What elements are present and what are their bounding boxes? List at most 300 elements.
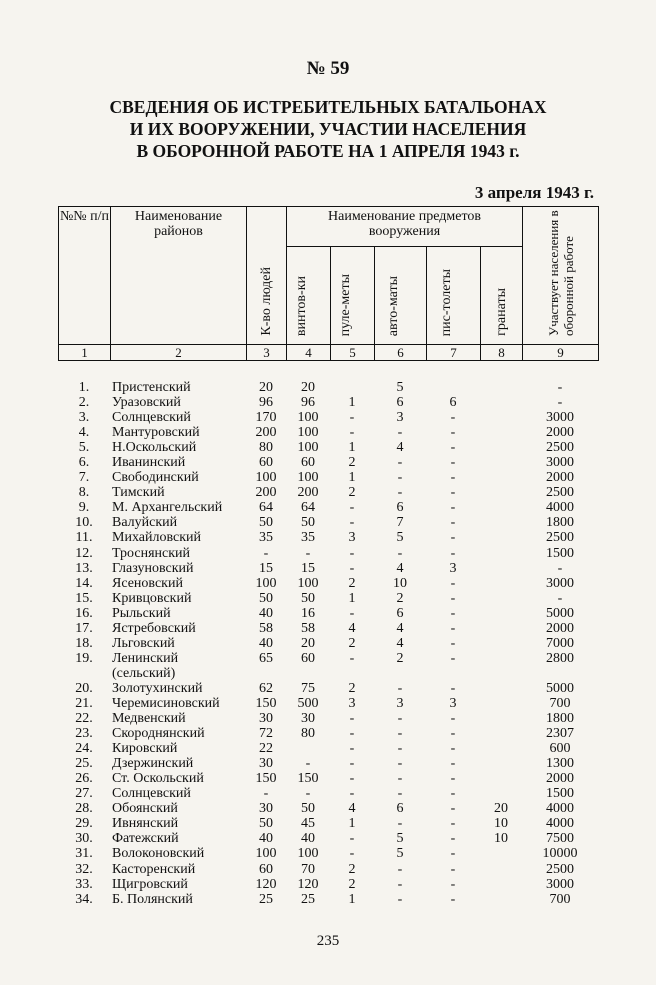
defense-participants: - [557, 560, 563, 576]
submachine-guns-count: - [397, 741, 403, 757]
people-count: 150 [255, 695, 277, 711]
row-number: 23. [75, 726, 93, 742]
machine-guns-count: 2 [348, 485, 356, 501]
header-mg [331, 247, 375, 345]
machine-guns-count: 4 [348, 801, 356, 817]
people-count: 80 [259, 440, 273, 456]
submachine-guns-count: 4 [396, 635, 404, 651]
machine-guns-count: 2 [348, 455, 356, 471]
defense-participants: 2000 [546, 470, 574, 486]
defense-participants: 600 [549, 741, 571, 757]
people-count: 25 [259, 891, 273, 907]
submachine-guns-count: 2 [396, 590, 404, 606]
header-weapons-group: Наименование предметов вооружения [287, 207, 523, 247]
district-name: Скороднянский [112, 726, 205, 742]
header-defense-label: Участвует населения в оборонной работе [545, 210, 576, 336]
machine-guns-count: - [349, 560, 355, 576]
district-name: (сельский) [112, 665, 176, 681]
pistols-count: - [450, 440, 456, 456]
pistols-count: - [450, 575, 456, 591]
pistols-count: - [450, 771, 456, 787]
rifles-count: 60 [301, 455, 315, 471]
defense-participants: 2500 [546, 440, 574, 456]
rifles-count: 35 [301, 530, 315, 546]
row-number: 14. [75, 575, 93, 591]
defense-participants: 1500 [546, 786, 574, 802]
row-number: 15. [75, 590, 93, 606]
header-grenades [481, 247, 523, 345]
pistols-count: - [450, 786, 456, 802]
machine-guns-count: 1 [348, 891, 356, 907]
defense-participants: 3000 [546, 575, 574, 591]
district-name: Свободинский [112, 470, 199, 486]
header-mg-label: пуле-меты [337, 273, 353, 336]
people-count: 170 [255, 410, 277, 426]
rifles-count: 500 [297, 695, 319, 711]
rifles-count: 50 [301, 515, 315, 531]
submachine-guns-count: - [397, 816, 403, 832]
machine-guns-count: - [349, 846, 355, 862]
rifles-count: 58 [301, 620, 315, 636]
rifles-count: 120 [297, 876, 319, 892]
table-row [58, 756, 598, 771]
defense-participants: 7000 [546, 635, 574, 651]
district-name: Глазуновский [112, 560, 194, 576]
table-row [58, 892, 598, 907]
defense-participants: 7500 [546, 831, 574, 847]
pistols-count: - [450, 726, 456, 742]
people-count: 60 [259, 455, 273, 471]
machine-guns-count: 2 [348, 575, 356, 591]
row-number: 24. [75, 741, 93, 757]
pistols-count: - [450, 500, 456, 516]
row-number: 10. [75, 515, 93, 531]
col-number: 9 [523, 345, 599, 361]
submachine-guns-count: - [397, 861, 403, 877]
col-number: 4 [287, 345, 331, 361]
machine-guns-count: 2 [348, 861, 356, 877]
district-name: Солнцевский [112, 410, 191, 426]
district-name: Волоконовский [112, 846, 205, 862]
page-number: 235 [316, 933, 340, 949]
row-number: 27. [75, 786, 93, 802]
machine-guns-count: 1 [348, 395, 356, 411]
people-count: 62 [259, 680, 273, 696]
table-row [58, 425, 598, 440]
pistols-count: - [450, 816, 456, 832]
table-row [58, 621, 598, 636]
people-count: 100 [255, 470, 277, 486]
row-number: 9. [78, 500, 90, 516]
table-row [58, 726, 598, 741]
defense-participants: 5000 [546, 680, 574, 696]
people-count: 72 [259, 726, 273, 742]
submachine-guns-count: 6 [396, 395, 404, 411]
district-name: Рыльский [112, 605, 171, 621]
row-number: 29. [75, 816, 93, 832]
table-row [58, 681, 598, 696]
people-count: 50 [259, 515, 273, 531]
submachine-guns-count: 3 [396, 695, 404, 711]
defense-participants: 4000 [546, 801, 574, 817]
submachine-guns-count: 4 [396, 560, 404, 576]
district-name: Троснянский [112, 545, 191, 561]
district-name: Кривцовский [112, 590, 192, 606]
district-name: Ясеновский [112, 575, 183, 591]
machine-guns-count: - [349, 650, 355, 666]
machine-guns-count: - [349, 500, 355, 516]
defense-participants: 3000 [546, 876, 574, 892]
pistols-count: - [450, 756, 456, 772]
row-number: 11. [75, 530, 93, 546]
row-number: 28. [75, 801, 93, 817]
table-row [58, 771, 598, 786]
table-row [58, 485, 598, 500]
table-row [58, 846, 598, 861]
district-name: Ивнянский [112, 816, 179, 832]
people-count: 30 [259, 756, 273, 772]
district-name: Ястребовский [112, 620, 196, 636]
defense-participants: 2000 [546, 425, 574, 441]
col-number: 8 [481, 345, 523, 361]
machine-guns-count: - [349, 515, 355, 531]
row-number: 19. [75, 650, 93, 666]
rifles-count: - [305, 756, 311, 772]
rifles-count: 200 [297, 485, 319, 501]
district-name: Ст. Оскольский [112, 771, 204, 787]
title-line: В ОБОРОННОЙ РАБОТЕ НА 1 АПРЕЛЯ 1943 г. [136, 141, 520, 161]
header-people-label: К-во людей [259, 267, 274, 336]
row-number: 32. [75, 861, 93, 877]
table-row [58, 816, 598, 831]
machine-guns-count: - [349, 726, 355, 742]
row-number: 12. [75, 545, 93, 561]
district-name: Касторенский [112, 861, 196, 877]
table-row [58, 546, 598, 561]
district-name: Пристенский [112, 380, 191, 395]
document-number: № 59 [306, 58, 350, 79]
machine-guns-count: 1 [348, 816, 356, 832]
pistols-count: - [450, 590, 456, 606]
table-row [58, 831, 598, 846]
submachine-guns-count: 6 [396, 605, 404, 621]
row-number: 13. [75, 560, 93, 576]
rifles-count: 50 [301, 590, 315, 606]
defense-participants: 1800 [546, 711, 574, 727]
district-name: Щигровский [112, 876, 188, 892]
people-count: 15 [259, 560, 273, 576]
row-number: 6. [78, 455, 90, 471]
title-line: И ИХ ВООРУЖЕНИИ, УЧАСТИИ НАСЕЛЕНИЯ [129, 119, 527, 139]
table-row [58, 696, 598, 711]
rifles-count: 40 [301, 831, 315, 847]
table-row [58, 651, 598, 666]
pistols-count: 6 [449, 395, 457, 411]
header-pistols-label: пис-толеты [438, 268, 454, 336]
table-row [58, 470, 598, 485]
row-number: 20. [75, 680, 93, 696]
district-name: Золотухинский [112, 680, 203, 696]
table-body [58, 380, 598, 907]
table-row [58, 606, 598, 621]
defense-participants: 2500 [546, 861, 574, 877]
header-grenades-label: гранаты [494, 288, 509, 336]
machine-guns-count: 1 [348, 470, 356, 486]
machine-guns-count: 1 [348, 440, 356, 456]
pistols-count: - [450, 650, 456, 666]
table-row [58, 500, 598, 515]
row-number: 21. [75, 695, 93, 711]
people-count: 60 [259, 861, 273, 877]
machine-guns-count: 2 [348, 876, 356, 892]
submachine-guns-count: 6 [396, 500, 404, 516]
row-number: 1. [78, 380, 90, 395]
document-date: 3 апреля 1943 г. [474, 183, 594, 202]
row-number: 2. [78, 395, 90, 411]
row-number: 3. [78, 410, 90, 426]
district-name: Н.Оскольский [112, 440, 197, 456]
row-number: 4. [78, 425, 90, 441]
people-count: 35 [259, 530, 273, 546]
rifles-count: 100 [297, 410, 319, 426]
rifles-count: 70 [301, 861, 315, 877]
submachine-guns-count: 3 [396, 410, 404, 426]
table-row [58, 711, 598, 726]
pistols-count: - [450, 861, 456, 877]
people-count: 120 [255, 876, 277, 892]
rifles-count: - [305, 545, 311, 561]
district-name: Мантуровский [112, 425, 200, 441]
grenades-count: 10 [494, 831, 508, 847]
submachine-guns-count: - [397, 891, 403, 907]
pistols-count: - [450, 635, 456, 651]
district-name: М. Архангельский [112, 500, 223, 516]
row-number: 22. [75, 711, 93, 727]
table-row [58, 741, 598, 756]
pistols-count: - [450, 485, 456, 501]
people-count: 20 [259, 380, 273, 395]
pistols-count: - [450, 680, 456, 696]
district-name: Кировский [112, 741, 178, 757]
defense-participants: 2500 [546, 530, 574, 546]
rifles-count: 100 [297, 440, 319, 456]
rifles-count: 150 [297, 771, 319, 787]
col-number: 2 [111, 345, 247, 361]
defense-participants: - [557, 590, 563, 606]
header-defense [523, 207, 599, 345]
defense-participants: 1800 [546, 515, 574, 531]
district-name: Солнцевский [112, 786, 191, 802]
rifles-count: 75 [301, 680, 315, 696]
district-name: Уразовский [112, 395, 181, 411]
district-name: Б. Полянский [112, 891, 193, 907]
table-row [58, 561, 598, 576]
submachine-guns-count: - [397, 680, 403, 696]
row-number: 7. [78, 470, 90, 486]
people-count: 40 [259, 605, 273, 621]
row-number: 25. [75, 756, 93, 772]
rifles-count: 50 [301, 801, 315, 817]
rifles-count: 80 [301, 726, 315, 742]
submachine-guns-count: - [397, 711, 403, 727]
submachine-guns-count: 5 [396, 846, 404, 862]
table-row [58, 576, 598, 591]
header-rifles-label: винтов-ки [293, 275, 309, 336]
people-count: 200 [255, 485, 277, 501]
machine-guns-count: - [349, 425, 355, 441]
pistols-count: 3 [449, 560, 457, 576]
rifles-count: 45 [301, 816, 315, 832]
table-row [58, 786, 598, 801]
table-row [58, 440, 598, 455]
submachine-guns-count: - [397, 786, 403, 802]
submachine-guns-count: - [397, 470, 403, 486]
defense-participants: 2000 [546, 771, 574, 787]
defense-participants: 700 [549, 891, 571, 907]
rifles-count: 25 [301, 891, 315, 907]
submachine-guns-count: 5 [396, 380, 404, 395]
machine-guns-count: - [349, 786, 355, 802]
grenades-count: 20 [494, 801, 508, 817]
submachine-guns-count: 7 [396, 515, 404, 531]
people-count: 96 [259, 395, 273, 411]
machine-guns-count: - [349, 545, 355, 561]
rifles-count: 20 [301, 635, 315, 651]
pistols-count: - [450, 711, 456, 727]
header-smg-label: авто-маты [385, 275, 401, 336]
header-smg [375, 247, 427, 345]
pistols-count: - [450, 425, 456, 441]
row-number: 18. [75, 635, 93, 651]
header-rifles [287, 247, 331, 345]
people-count: 50 [259, 590, 273, 606]
pistols-count: - [450, 831, 456, 847]
pistols-count: - [450, 801, 456, 817]
header-pistols [427, 247, 481, 345]
machine-guns-count: - [349, 741, 355, 757]
row-number: 30. [75, 831, 93, 847]
row-number: 34. [75, 891, 93, 907]
col-number: 7 [427, 345, 481, 361]
submachine-guns-count: - [397, 756, 403, 772]
defense-participants: 1300 [546, 756, 574, 772]
people-count: 22 [259, 741, 273, 757]
machine-guns-count: 4 [348, 620, 356, 636]
defense-participants: 2800 [546, 650, 574, 666]
defense-participants: 1500 [546, 545, 574, 561]
district-name: Валуйский [112, 515, 178, 531]
rifles-count: 15 [301, 560, 315, 576]
table-row [58, 380, 598, 395]
col-number: 3 [247, 345, 287, 361]
submachine-guns-count: - [397, 771, 403, 787]
people-count: 100 [255, 575, 277, 591]
defense-participants: 4000 [546, 500, 574, 516]
rifles-count: - [305, 786, 311, 802]
submachine-guns-count: 4 [396, 620, 404, 636]
pistols-count: 3 [449, 695, 457, 711]
district-name: Тимский [112, 485, 165, 501]
row-number: 16. [75, 605, 93, 621]
defense-participants: 4000 [546, 816, 574, 832]
submachine-guns-count: - [397, 545, 403, 561]
rifles-count: 100 [297, 425, 319, 441]
people-count: 40 [259, 635, 273, 651]
rifles-count: 60 [301, 650, 315, 666]
district-name: Льговский [112, 635, 175, 651]
machine-guns-count: 2 [348, 635, 356, 651]
defense-participants: - [557, 395, 563, 411]
district-name: Черемисиновский [112, 695, 220, 711]
people-count: 64 [259, 500, 273, 516]
people-count: 65 [259, 650, 273, 666]
machine-guns-count: - [349, 410, 355, 426]
people-count: 30 [259, 711, 273, 727]
machine-guns-count: 3 [348, 530, 356, 546]
pistols-count: - [450, 410, 456, 426]
table-row [58, 666, 598, 681]
people-count: 30 [259, 801, 273, 817]
people-count: 50 [259, 816, 273, 832]
submachine-guns-count: - [397, 485, 403, 501]
district-name: Медвенский [112, 711, 186, 727]
submachine-guns-count: - [397, 425, 403, 441]
table-row [58, 591, 598, 606]
defense-participants: 2307 [546, 726, 574, 742]
pistols-count: - [450, 620, 456, 636]
row-number: 5. [78, 440, 90, 456]
people-count: - [263, 786, 269, 802]
document-title [60, 96, 596, 162]
machine-guns-count: - [349, 831, 355, 847]
row-number: 26. [75, 771, 93, 787]
rifles-count: 100 [297, 470, 319, 486]
submachine-guns-count: 2 [396, 650, 404, 666]
defense-participants: 700 [549, 695, 571, 711]
submachine-guns-count: 6 [396, 801, 404, 817]
rifles-count: 100 [297, 575, 319, 591]
pistols-count: - [450, 455, 456, 471]
people-count: 200 [255, 425, 277, 441]
machine-guns-count: 2 [348, 680, 356, 696]
district-name: Ленинский [112, 650, 179, 666]
col-number: 6 [375, 345, 427, 361]
column-number-row [59, 345, 599, 361]
submachine-guns-count: - [397, 455, 403, 471]
district-name: Иванинский [112, 455, 186, 471]
pistols-count: - [450, 530, 456, 546]
pistols-count: - [450, 605, 456, 621]
row-number: 8. [78, 485, 90, 501]
title-line: СВЕДЕНИЯ ОБ ИСТРЕБИТЕЛЬНЫХ БАТАЛЬОНАХ [109, 97, 547, 117]
rifles-count: 64 [301, 500, 315, 516]
pistols-count: - [450, 741, 456, 757]
table-row [58, 801, 598, 816]
pistols-count: - [450, 876, 456, 892]
people-count: 150 [255, 771, 277, 787]
people-count: 100 [255, 846, 277, 862]
col-number: 1 [59, 345, 111, 361]
submachine-guns-count: - [397, 726, 403, 742]
header-district: Наименование районов [111, 207, 247, 345]
people-count: - [263, 545, 269, 561]
submachine-guns-count: 5 [396, 831, 404, 847]
row-number: 33. [75, 876, 93, 892]
machine-guns-count: - [349, 771, 355, 787]
pistols-count: - [450, 545, 456, 561]
machine-guns-count: - [349, 711, 355, 727]
defense-participants: 10000 [542, 846, 578, 862]
